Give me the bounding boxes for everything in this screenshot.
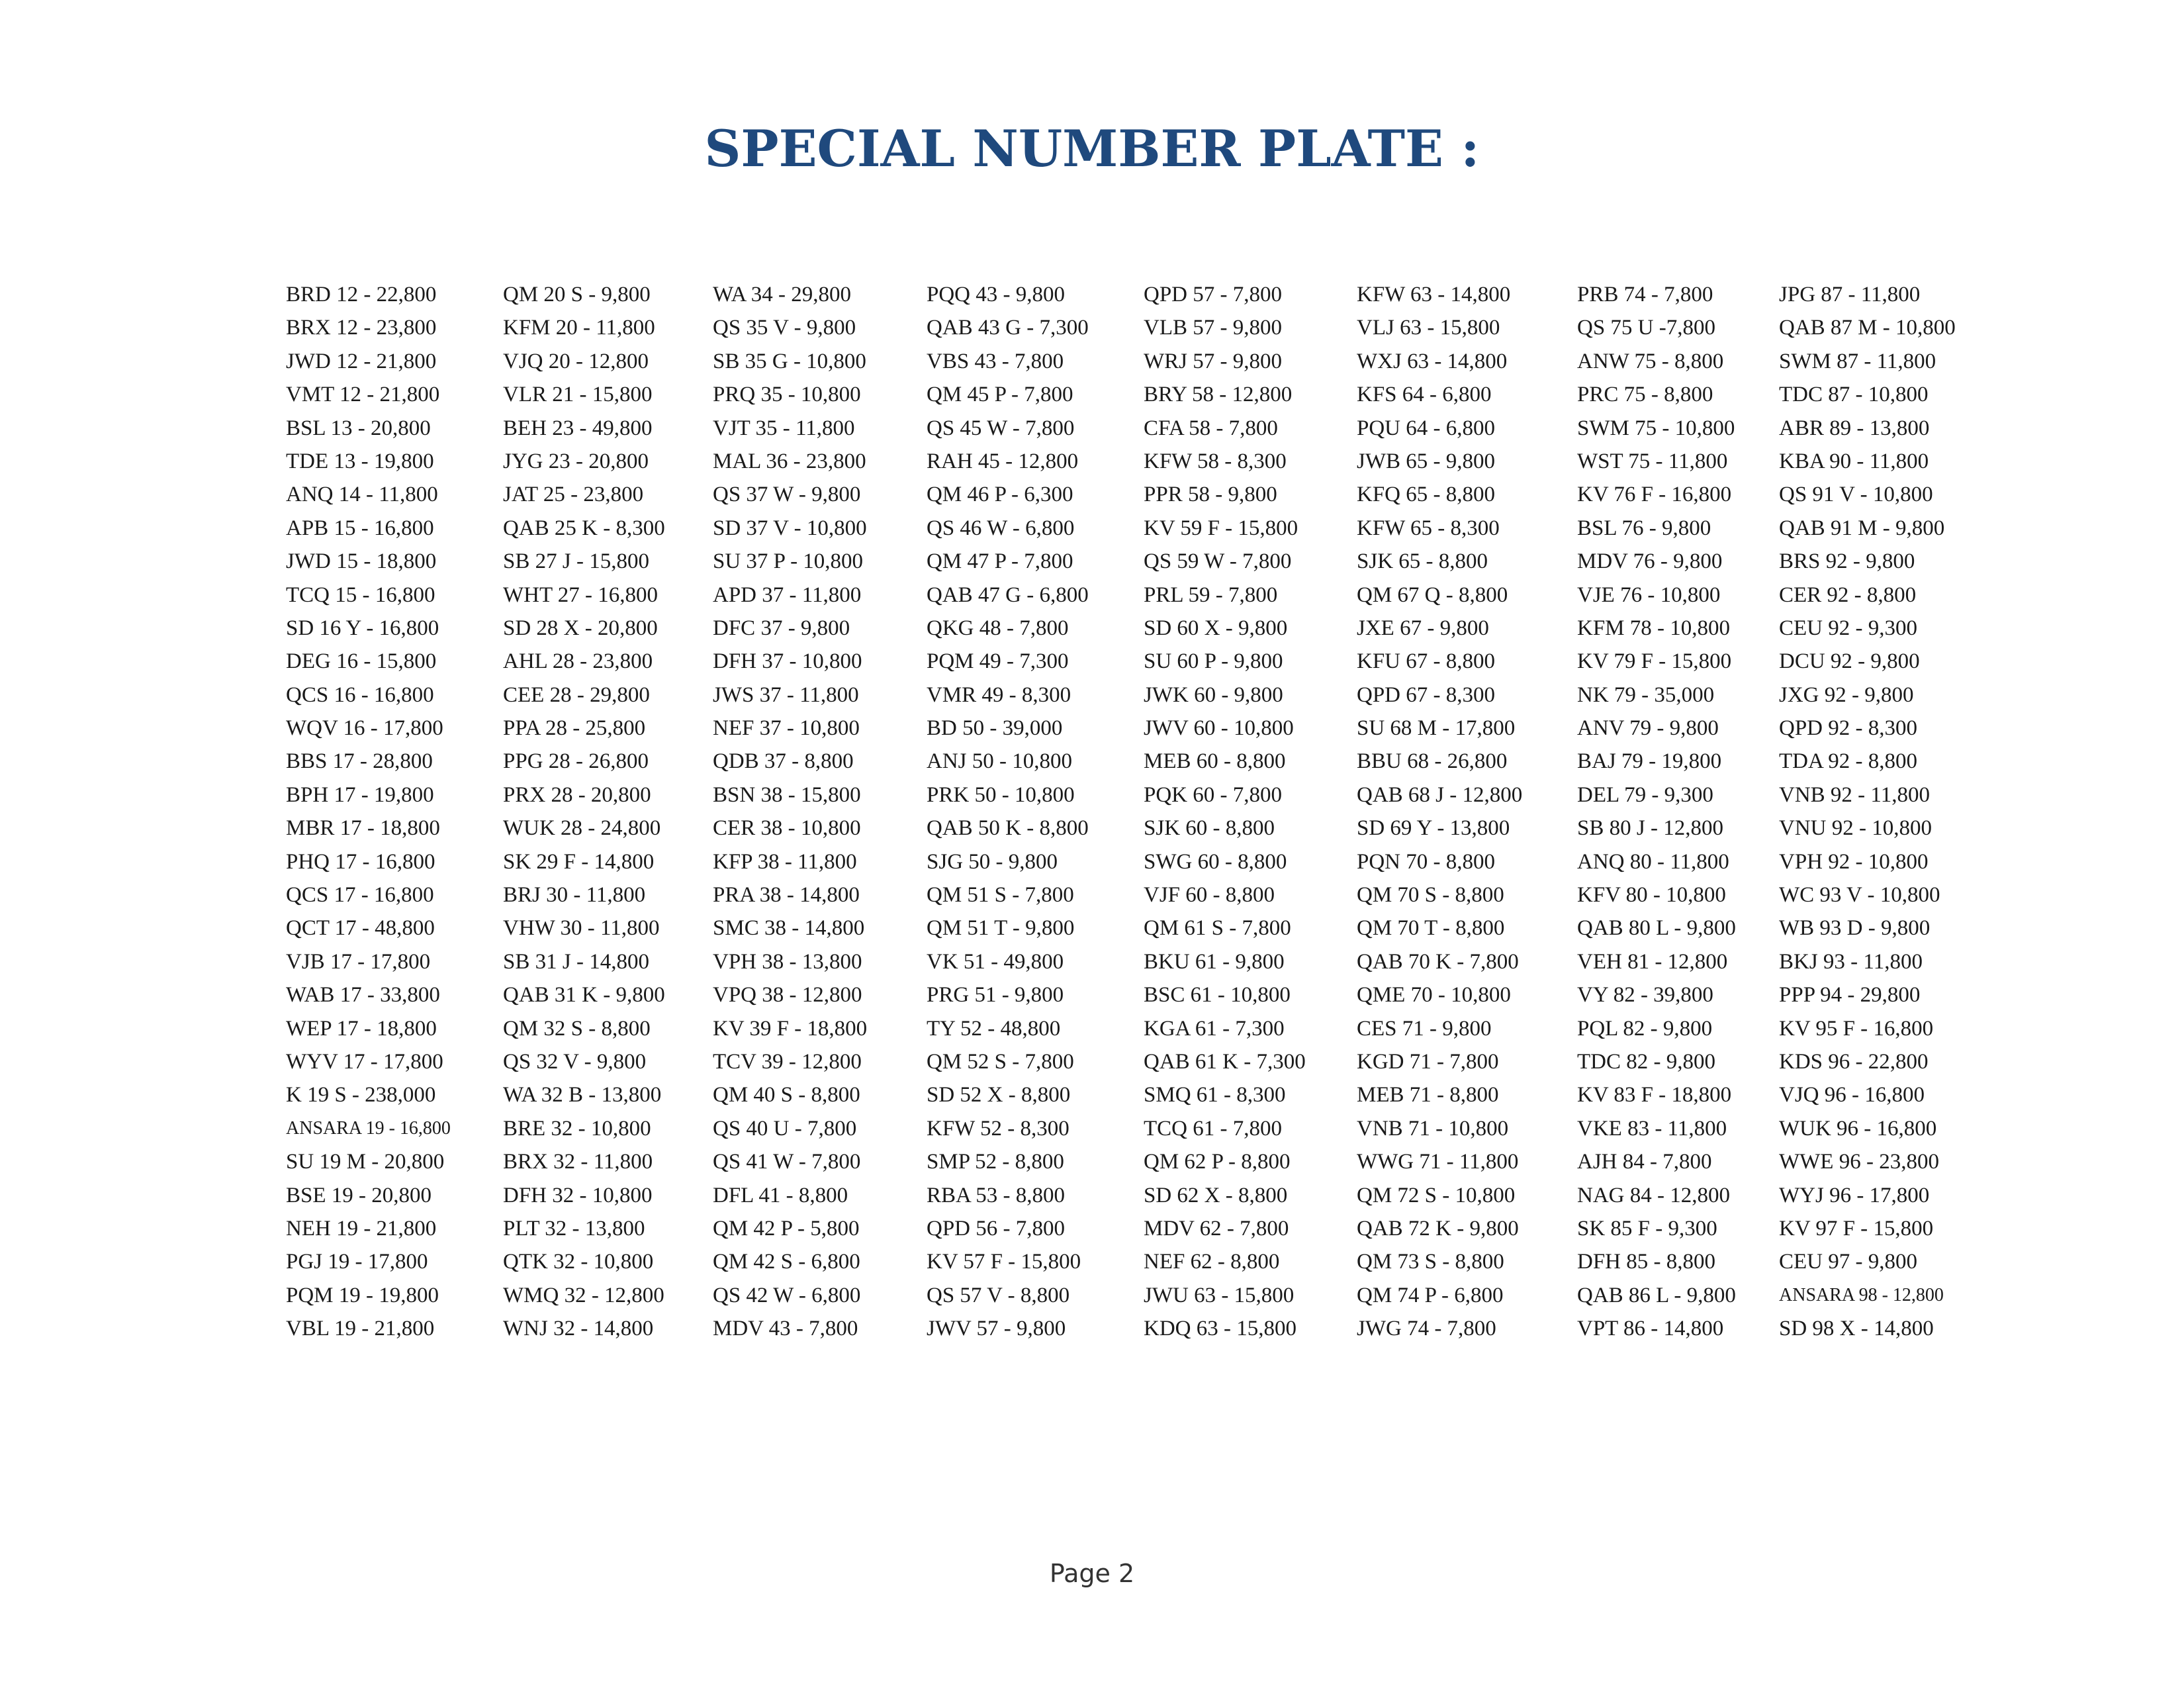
- plate-entry: MDV 62 - 7,800: [1144, 1216, 1289, 1241]
- plate-entry: KFQ 65 - 8,800: [1357, 483, 1496, 507]
- plate-entry: QM 67 Q - 8,800: [1357, 583, 1508, 607]
- plate-entry: WA 34 - 29,800: [713, 283, 851, 306]
- plate-entry: WST 75 - 11,800: [1577, 449, 1728, 473]
- plate-entry: BSL 13 - 20,800: [286, 416, 431, 440]
- plate-entry: BBU 68 - 26,800: [1357, 749, 1508, 774]
- plate-entry: VBS 43 - 7,800: [927, 349, 1064, 373]
- plate-entry: TCV 39 - 12,800: [713, 1049, 862, 1074]
- plate-entry: QAB 47 G - 6,800: [927, 583, 1089, 607]
- plate-entry: MAL 36 - 23,800: [713, 449, 866, 473]
- plate-entry: WEP 17 - 18,800: [286, 1016, 437, 1041]
- plate-column-3: [713, 278, 931, 1346]
- plate-entry: QPD 92 - 8,300: [1779, 716, 1918, 741]
- plate-entry: SU 60 P - 9,800: [1144, 649, 1283, 674]
- plate-entry: KFU 67 - 8,800: [1357, 649, 1496, 674]
- plate-entry: SD 52 X - 8,800: [927, 1083, 1071, 1107]
- plate-entry: BPH 17 - 19,800: [286, 782, 434, 807]
- plate-entry: QAB 87 M - 10,800: [1779, 316, 1956, 340]
- plate-entry: KFM 20 - 11,800: [503, 316, 655, 340]
- plate-entry: VJB 17 - 17,800: [286, 949, 431, 974]
- plate-entry: WUK 96 - 16,800: [1779, 1116, 1937, 1141]
- plate-entry: CEU 97 - 9,800: [1779, 1250, 1917, 1274]
- plate-column-6: [1357, 278, 1575, 1346]
- plate-column-4: [927, 278, 1145, 1346]
- plate-entry: KFW 65 - 8,300: [1357, 516, 1500, 540]
- plate-entry: QM 32 S - 8,800: [503, 1016, 651, 1041]
- plate-entry: VPQ 38 - 12,800: [713, 983, 862, 1008]
- plate-entry: QS 41 W - 7,800: [713, 1150, 861, 1174]
- plate-entry: TDE 13 - 19,800: [286, 449, 434, 473]
- plate-entry: APB 15 - 16,800: [286, 516, 434, 540]
- plate-entry: QM 20 S - 9,800: [503, 283, 651, 306]
- plate-entry: TDA 92 - 8,800: [1779, 749, 1917, 774]
- plate-entry: WB 93 D - 9,800: [1779, 916, 1931, 941]
- plate-column-8: [1779, 278, 1997, 1346]
- plate-entry: QTK 32 - 10,800: [503, 1250, 654, 1274]
- plate-entry: QAB 86 L - 9,800: [1577, 1283, 1736, 1307]
- plate-entry: TCQ 61 - 7,800: [1144, 1116, 1282, 1141]
- plate-entry: QM 42 S - 6,800: [713, 1250, 860, 1274]
- plate-entry: WRJ 57 - 9,800: [1144, 349, 1282, 373]
- plate-entry: SB 27 J - 15,800: [503, 549, 649, 574]
- plate-entry: BRY 58 - 12,800: [1144, 383, 1293, 407]
- plate-entry: SD 60 X - 9,800: [1144, 616, 1288, 640]
- plate-entry: SB 31 J - 14,800: [503, 949, 649, 974]
- plate-entry: CEU 92 - 9,300: [1779, 616, 1917, 640]
- plate-entry: SD 98 X - 14,800: [1779, 1317, 1934, 1341]
- plate-entry: QAB 50 K - 8,800: [927, 816, 1089, 841]
- plate-entry: SB 35 G - 10,800: [713, 349, 866, 373]
- plate-entry: VLR 21 - 15,800: [503, 383, 653, 407]
- plate-entry: QM 73 S - 8,800: [1357, 1250, 1504, 1274]
- plate-entry: KGD 71 - 7,800: [1357, 1049, 1499, 1074]
- plate-entry: QM 52 S - 7,800: [927, 1049, 1074, 1074]
- plate-entry: QPD 56 - 7,800: [927, 1216, 1066, 1241]
- plate-entry: BEH 23 - 49,800: [503, 416, 653, 440]
- plate-entry: QS 59 W - 7,800: [1144, 549, 1292, 574]
- plate-entry: PHQ 17 - 16,800: [286, 849, 435, 874]
- plate-entry: QPD 67 - 8,300: [1357, 682, 1496, 707]
- plate-entry: PRK 50 - 10,800: [927, 782, 1075, 807]
- plate-entry: MDV 43 - 7,800: [713, 1317, 858, 1341]
- plate-entry: QAB 72 K - 9,800: [1357, 1216, 1519, 1241]
- plate-entry: AHL 28 - 23,800: [503, 649, 653, 674]
- plate-entry: SWM 75 - 10,800: [1577, 416, 1735, 440]
- plate-entry: KV 95 F - 16,800: [1779, 1016, 1934, 1041]
- plate-entry: PRL 59 - 7,800: [1144, 583, 1278, 607]
- plate-entry: QS 37 W - 9,800: [713, 483, 861, 507]
- plate-entry: DFH 85 - 8,800: [1577, 1250, 1716, 1274]
- plate-entry: QM 42 P - 5,800: [713, 1216, 860, 1241]
- plate-entry: QAB 43 G - 7,300: [927, 316, 1089, 340]
- plate-entry: NEF 37 - 10,800: [713, 716, 860, 741]
- plate-entry: VJQ 20 - 12,800: [503, 349, 649, 373]
- plate-entry: VPT 86 - 14,800: [1577, 1317, 1724, 1341]
- plate-entry: SU 68 M - 17,800: [1357, 716, 1516, 741]
- plate-entry: SU 19 M - 20,800: [286, 1150, 445, 1174]
- plate-entry: QM 70 S - 8,800: [1357, 883, 1504, 908]
- plate-entry: SD 37 V - 10,800: [713, 516, 867, 540]
- plate-entry: QS 32 V - 9,800: [503, 1049, 647, 1074]
- plate-entry: VPH 92 - 10,800: [1779, 849, 1929, 874]
- plate-entry: JXG 92 - 9,800: [1779, 682, 1914, 707]
- plate-entry: QM 47 P - 7,800: [927, 549, 1073, 574]
- plate-entry: WNJ 32 - 14,800: [503, 1317, 654, 1341]
- plate-entry: QAB 68 J - 12,800: [1357, 782, 1523, 807]
- plate-entry: SK 85 F - 9,300: [1577, 1216, 1717, 1241]
- plate-entry: CEE 28 - 29,800: [503, 682, 650, 707]
- page-title: SPECIAL NUMBER PLATE :: [704, 119, 1480, 178]
- plate-entry: KFW 63 - 14,800: [1357, 283, 1511, 306]
- plate-entry: QAB 25 K - 8,300: [503, 516, 665, 540]
- plate-entry: ANQ 14 - 11,800: [286, 483, 438, 507]
- plate-entry: JPG 87 - 11,800: [1779, 283, 1921, 306]
- plate-entry: QM 70 T - 8,800: [1357, 916, 1505, 941]
- plate-entry: JXE 67 - 9,800: [1357, 616, 1489, 640]
- plate-entry: TY 52 - 48,800: [927, 1016, 1061, 1041]
- plate-entry: KV 76 F - 16,800: [1577, 483, 1732, 507]
- plate-entry: WC 93 V - 10,800: [1779, 883, 1940, 908]
- plate-entry: PGJ 19 - 17,800: [286, 1250, 428, 1274]
- plate-entry: KFS 64 - 6,800: [1357, 383, 1492, 407]
- plate-entry: VMR 49 - 8,300: [927, 682, 1071, 707]
- plate-entry: VBL 19 - 21,800: [286, 1317, 435, 1341]
- plate-entry: QS 75 U -7,800: [1577, 316, 1716, 340]
- plate-entry: DCU 92 - 9,800: [1779, 649, 1920, 674]
- plate-entry: BKJ 93 - 11,800: [1779, 949, 1923, 974]
- plate-entry: KGA 61 - 7,300: [1144, 1016, 1285, 1041]
- plate-entry: SB 80 J - 12,800: [1577, 816, 1723, 841]
- plate-entry: ANW 75 - 8,800: [1577, 349, 1724, 373]
- plate-entry: SU 37 P - 10,800: [713, 549, 864, 574]
- plate-entry: BRJ 30 - 11,800: [503, 883, 646, 908]
- plate-entry: QAB 61 K - 7,300: [1144, 1049, 1306, 1074]
- page-number: Page 2: [1049, 1559, 1135, 1588]
- plate-entry: BBS 17 - 28,800: [286, 749, 433, 774]
- plate-entry: WAB 17 - 33,800: [286, 983, 440, 1008]
- plate-entry: SJK 65 - 8,800: [1357, 549, 1488, 574]
- plate-entry: JWU 63 - 15,800: [1144, 1283, 1295, 1307]
- plate-entry: SWM 87 - 11,800: [1779, 349, 1936, 373]
- plate-entry: SK 29 F - 14,800: [503, 849, 655, 874]
- plate-entry: DFH 32 - 10,800: [503, 1183, 653, 1207]
- plate-entry: BAJ 79 - 19,800: [1577, 749, 1722, 774]
- plate-entry: VEH 81 - 12,800: [1577, 949, 1728, 974]
- plate-entry: QS 40 U - 7,800: [713, 1116, 857, 1141]
- plate-entry: VNB 71 - 10,800: [1357, 1116, 1509, 1141]
- plate-entry: TCQ 15 - 16,800: [286, 583, 435, 607]
- plate-entry: WWG 71 - 11,800: [1357, 1150, 1519, 1174]
- plate-entry: SJK 60 - 8,800: [1144, 816, 1275, 841]
- plate-entry: QM 72 S - 10,800: [1357, 1183, 1516, 1207]
- plate-entry: MDV 76 - 9,800: [1577, 549, 1723, 574]
- plate-entry: BKU 61 - 9,800: [1144, 949, 1285, 974]
- plate-entry: PQM 19 - 19,800: [286, 1283, 439, 1307]
- plate-entry: QS 57 V - 8,800: [927, 1283, 1070, 1307]
- plate-entry: PPP 94 - 29,800: [1779, 983, 1921, 1008]
- plate-entry: TDC 82 - 9,800: [1577, 1049, 1715, 1074]
- plate-entry: QPD 57 - 7,800: [1144, 283, 1283, 306]
- plate-entry: VMT 12 - 21,800: [286, 383, 440, 407]
- plate-entry: QDB 37 - 8,800: [713, 749, 854, 774]
- plate-entry: SD 28 X - 20,800: [503, 616, 658, 640]
- plate-entry: PPA 28 - 25,800: [503, 716, 646, 741]
- plate-entry: WWE 96 - 23,800: [1779, 1150, 1939, 1174]
- plate-entry: PRB 74 - 7,800: [1577, 283, 1713, 306]
- plate-entry: WYV 17 - 17,800: [286, 1049, 443, 1074]
- plate-entry: KV 59 F - 15,800: [1144, 516, 1298, 540]
- plate-entry: NEF 62 - 8,800: [1144, 1250, 1280, 1274]
- plate-entry: PQU 64 - 6,800: [1357, 416, 1496, 440]
- plate-entry: ANSARA 19 - 16,800: [286, 1117, 451, 1139]
- plate-entry: BRS 92 - 9,800: [1779, 549, 1915, 574]
- plate-entry: ANJ 50 - 10,800: [927, 749, 1072, 774]
- plate-entry: QS 46 W - 6,800: [927, 516, 1075, 540]
- plate-entry: QM 40 S - 8,800: [713, 1083, 860, 1107]
- plate-entry: CER 38 - 10,800: [713, 816, 861, 841]
- plate-entry: JWV 57 - 9,800: [927, 1317, 1066, 1341]
- plate-entry: JWB 65 - 9,800: [1357, 449, 1495, 473]
- plate-entry: JYG 23 - 20,800: [503, 449, 649, 473]
- plate-column-1: [286, 278, 504, 1346]
- plate-entry: QM 46 P - 6,300: [927, 483, 1073, 507]
- plate-entry: CES 71 - 9,800: [1357, 1016, 1492, 1041]
- plate-entry: KV 57 F - 15,800: [927, 1250, 1081, 1274]
- plate-entry: PQM 49 - 7,300: [927, 649, 1069, 674]
- plate-entry: PRA 38 - 14,800: [713, 883, 860, 908]
- plate-entry: SWG 60 - 8,800: [1144, 849, 1287, 874]
- plate-entry: VHW 30 - 11,800: [503, 916, 660, 941]
- plate-entry: QM 45 P - 7,800: [927, 383, 1073, 407]
- plate-entry: VJQ 96 - 16,800: [1779, 1083, 1925, 1107]
- plate-column-2: [503, 278, 721, 1346]
- plate-entry: QME 70 - 10,800: [1357, 983, 1511, 1008]
- plate-entry: RAH 45 - 12,800: [927, 449, 1079, 473]
- plate-entry: PQQ 43 - 9,800: [927, 283, 1066, 306]
- plate-entry: SD 69 Y - 13,800: [1357, 816, 1510, 841]
- plate-entry: VPH 38 - 13,800: [713, 949, 862, 974]
- plate-entry: AJH 84 - 7,800: [1577, 1150, 1712, 1174]
- plate-entry: WYJ 96 - 17,800: [1779, 1183, 1930, 1207]
- plate-entry: VJT 35 - 11,800: [713, 416, 855, 440]
- plate-entry: BRX 32 - 11,800: [503, 1150, 653, 1174]
- plate-entry: WQV 16 - 17,800: [286, 716, 443, 741]
- plate-entry: DFC 37 - 9,800: [713, 616, 850, 640]
- plate-entry: DFH 37 - 10,800: [713, 649, 862, 674]
- plate-entry: SMC 38 - 14,800: [713, 916, 865, 941]
- plate-column-7: [1577, 278, 1796, 1346]
- plate-entry: DEL 79 - 9,300: [1577, 782, 1713, 807]
- plate-entry: PRG 51 - 9,800: [927, 983, 1064, 1008]
- plate-column-5: [1144, 278, 1362, 1346]
- plate-entry: QCS 17 - 16,800: [286, 883, 434, 908]
- plate-entry: QAB 91 M - 9,800: [1779, 516, 1945, 540]
- plate-entry: SD 62 X - 8,800: [1144, 1183, 1288, 1207]
- plate-entry: PQN 70 - 8,800: [1357, 849, 1496, 874]
- plate-entry: BSN 38 - 15,800: [713, 782, 861, 807]
- plate-entry: TDC 87 - 10,800: [1779, 383, 1929, 407]
- plate-entry: QM 61 S - 7,800: [1144, 916, 1291, 941]
- plate-entry: QM 62 P - 8,800: [1144, 1150, 1291, 1174]
- plate-entry: WXJ 63 - 14,800: [1357, 349, 1508, 373]
- plate-entry: ANQ 80 - 11,800: [1577, 849, 1729, 874]
- plate-entry: BD 50 - 39,000: [927, 716, 1063, 741]
- plate-entry: BRX 12 - 23,800: [286, 316, 437, 340]
- plate-entry: ABR 89 - 13,800: [1779, 416, 1930, 440]
- plate-entry: VNU 92 - 10,800: [1779, 816, 1932, 841]
- plate-entry: JWV 60 - 10,800: [1144, 716, 1294, 741]
- plate-entry: SJG 50 - 9,800: [927, 849, 1058, 874]
- plate-entry: CER 92 - 8,800: [1779, 583, 1917, 607]
- plate-entry: QS 42 W - 6,800: [713, 1283, 861, 1307]
- plate-entry: PQL 82 - 9,800: [1577, 1016, 1713, 1041]
- plate-entry: PRX 28 - 20,800: [503, 782, 651, 807]
- plate-entry: PQK 60 - 7,800: [1144, 782, 1283, 807]
- plate-entry: QM 51 T - 9,800: [927, 916, 1075, 941]
- plate-entry: KDS 96 - 22,800: [1779, 1049, 1929, 1074]
- plate-entry: QM 74 P - 6,800: [1357, 1283, 1504, 1307]
- plate-entry: WMQ 32 - 12,800: [503, 1283, 664, 1307]
- plate-entry: PRQ 35 - 10,800: [713, 383, 861, 407]
- plate-entry: KV 97 F - 15,800: [1779, 1216, 1934, 1241]
- plate-entry: BSE 19 - 20,800: [286, 1183, 432, 1207]
- plate-entry: KV 39 F - 18,800: [713, 1016, 868, 1041]
- plate-entry: PRC 75 - 8,800: [1577, 383, 1713, 407]
- plate-entry: NAG 84 - 12,800: [1577, 1183, 1730, 1207]
- plate-entry: MEB 60 - 8,800: [1144, 749, 1286, 774]
- plate-entry: JAT 25 - 23,800: [503, 483, 644, 507]
- plate-entry: KFP 38 - 11,800: [713, 849, 857, 874]
- plate-entry: PPR 58 - 9,800: [1144, 483, 1277, 507]
- plate-entry: JWD 12 - 21,800: [286, 349, 437, 373]
- plate-entry: WHT 27 - 16,800: [503, 583, 659, 607]
- plate-entry: VLB 57 - 9,800: [1144, 316, 1282, 340]
- plate-entry: QAB 70 K - 7,800: [1357, 949, 1519, 974]
- plate-entry: QS 91 V - 10,800: [1779, 483, 1933, 507]
- plate-entry: APD 37 - 11,800: [713, 583, 862, 607]
- plate-entry: VY 82 - 39,800: [1577, 983, 1713, 1008]
- plate-entry: K 19 S - 238,000: [286, 1083, 436, 1107]
- plate-entry: QAB 80 L - 9,800: [1577, 916, 1736, 941]
- plate-entry: MEB 71 - 8,800: [1357, 1083, 1499, 1107]
- plate-entry: KDQ 63 - 15,800: [1144, 1317, 1297, 1341]
- plate-entry: JWD 15 - 18,800: [286, 549, 437, 574]
- plate-entry: WA 32 B - 13,800: [503, 1083, 662, 1107]
- plate-entry: DEG 16 - 15,800: [286, 649, 437, 674]
- plate-entry: KV 79 F - 15,800: [1577, 649, 1732, 674]
- plate-entry: NEH 19 - 21,800: [286, 1216, 437, 1241]
- plate-entry: NK 79 - 35,000: [1577, 682, 1715, 707]
- plate-entry: BRE 32 - 10,800: [503, 1116, 651, 1141]
- plate-entry: WUK 28 - 24,800: [503, 816, 661, 841]
- plate-entry: RBA 53 - 8,800: [927, 1183, 1066, 1207]
- plate-entry: VLJ 63 - 15,800: [1357, 316, 1500, 340]
- plate-entry: BRD 12 - 22,800: [286, 283, 437, 306]
- plate-entry: QM 51 S - 7,800: [927, 883, 1074, 908]
- plate-entry: MBR 17 - 18,800: [286, 816, 440, 841]
- plate-entry: KFM 78 - 10,800: [1577, 616, 1731, 640]
- plate-entry: PLT 32 - 13,800: [503, 1216, 645, 1241]
- plate-entry: QCS 16 - 16,800: [286, 682, 434, 707]
- plate-entry: KFV 80 - 10,800: [1577, 883, 1726, 908]
- plate-entry: QKG 48 - 7,800: [927, 616, 1069, 640]
- plate-entry: JWS 37 - 11,800: [713, 682, 859, 707]
- plate-entry: ANSARA 98 - 12,800: [1779, 1284, 1944, 1305]
- plate-entry: KV 83 F - 18,800: [1577, 1083, 1732, 1107]
- plate-entry: PPG 28 - 26,800: [503, 749, 649, 774]
- plate-entry: VNB 92 - 11,800: [1779, 782, 1930, 807]
- plate-entry: VKE 83 - 11,800: [1577, 1116, 1727, 1141]
- plate-entry: VK 51 - 49,800: [927, 949, 1064, 974]
- plate-entry: SMQ 61 - 8,300: [1144, 1083, 1286, 1107]
- plate-entry: DFL 41 - 8,800: [713, 1183, 848, 1207]
- plate-entry: KFW 58 - 8,300: [1144, 449, 1287, 473]
- plate-entry: BSC 61 - 10,800: [1144, 983, 1291, 1008]
- plate-entry: JWK 60 - 9,800: [1144, 682, 1283, 707]
- plate-entry: VJE 76 - 10,800: [1577, 583, 1721, 607]
- plate-entry: KBA 90 - 11,800: [1779, 449, 1929, 473]
- plate-entry: QCT 17 - 48,800: [286, 916, 435, 941]
- plate-entry: JWG 74 - 7,800: [1357, 1317, 1496, 1341]
- plate-entry: ANV 79 - 9,800: [1577, 716, 1719, 741]
- plate-entry: QAB 31 K - 9,800: [503, 983, 665, 1008]
- plate-entry: CFA 58 - 7,800: [1144, 416, 1278, 440]
- plate-entry: QS 35 V - 9,800: [713, 316, 856, 340]
- plate-entry: KFW 52 - 8,300: [927, 1116, 1069, 1141]
- plate-entry: QS 45 W - 7,800: [927, 416, 1075, 440]
- plate-entry: BSL 76 - 9,800: [1577, 516, 1711, 540]
- plate-entry: VJF 60 - 8,800: [1144, 883, 1275, 908]
- plate-entry: SMP 52 - 8,800: [927, 1150, 1064, 1174]
- plate-entry: SD 16 Y - 16,800: [286, 616, 439, 640]
